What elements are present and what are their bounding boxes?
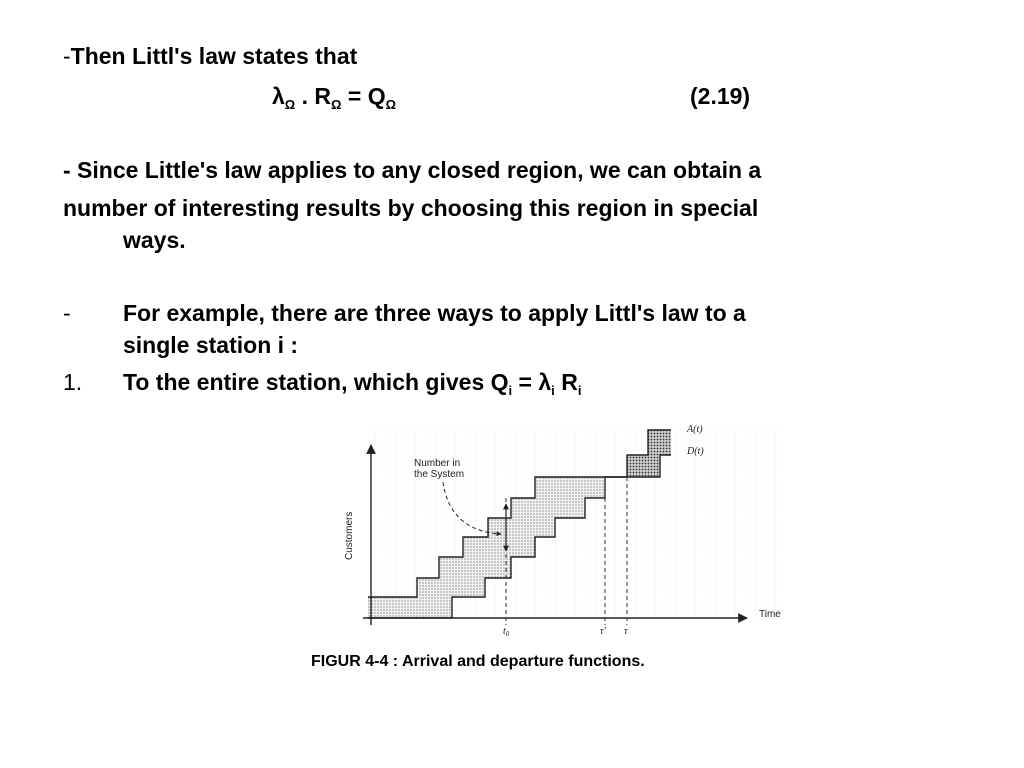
item1-r: R	[561, 369, 578, 395]
tick-tau-prime: τ′	[600, 626, 606, 637]
item1-number: 1.	[63, 369, 83, 395]
item1-r-sub: i	[577, 383, 582, 398]
item1-q-sub: i	[508, 383, 513, 398]
annotation-line-2: the System	[414, 469, 465, 480]
intro-text: Then Littl's law states that	[70, 43, 358, 69]
item1-lambda: λ	[538, 369, 552, 395]
example-line-a: For example, there are three ways to apply Littl's law to a	[123, 300, 746, 326]
eq-omega-sub-1: Ω	[284, 97, 296, 112]
example-line-b: single station i :	[123, 332, 299, 358]
item1-lambda-sub: i	[551, 383, 555, 398]
eq-equals: =	[341, 83, 368, 109]
para1-line-a: - Since Little's law applies to any closed region, we can obtain a	[63, 157, 762, 183]
item1-equals: =	[512, 369, 539, 395]
x-axis-label: Time	[759, 609, 781, 620]
eq-q: Q	[367, 83, 386, 109]
legend-arrival: A(t)	[687, 424, 703, 435]
annotation-line-1: Number in	[414, 458, 461, 469]
item1-line	[123, 369, 582, 398]
figure-caption: FIGUR 4-4 : Arrival and departure functions.	[311, 653, 645, 670]
example-bullet: -	[63, 300, 71, 326]
littles-law-equation	[272, 83, 397, 112]
arrival-departure-figure	[335, 420, 795, 645]
tick-tau: τ	[624, 626, 628, 637]
item1-text: To the entire station, which gives	[123, 369, 491, 395]
eq-omega-sub-3: Ω	[385, 97, 397, 112]
eq-r: R	[314, 83, 332, 109]
intro-dash: -	[63, 43, 71, 69]
eq-omega-sub-2: Ω	[331, 97, 342, 112]
tick-t0: $t_0$	[503, 626, 510, 638]
y-axis-label: Customers	[344, 511, 355, 560]
eq-lambda: λ	[272, 83, 285, 109]
item1-q: Q	[490, 369, 509, 395]
para1-line-c: ways.	[123, 227, 186, 253]
intro-line	[63, 43, 357, 69]
equation-number: (2.19)	[690, 83, 751, 109]
eq-dot: .	[295, 83, 315, 109]
para1-line-b: number of interesting results by choosing this region in special	[63, 195, 759, 221]
legend-departure: D(t)	[687, 446, 704, 457]
